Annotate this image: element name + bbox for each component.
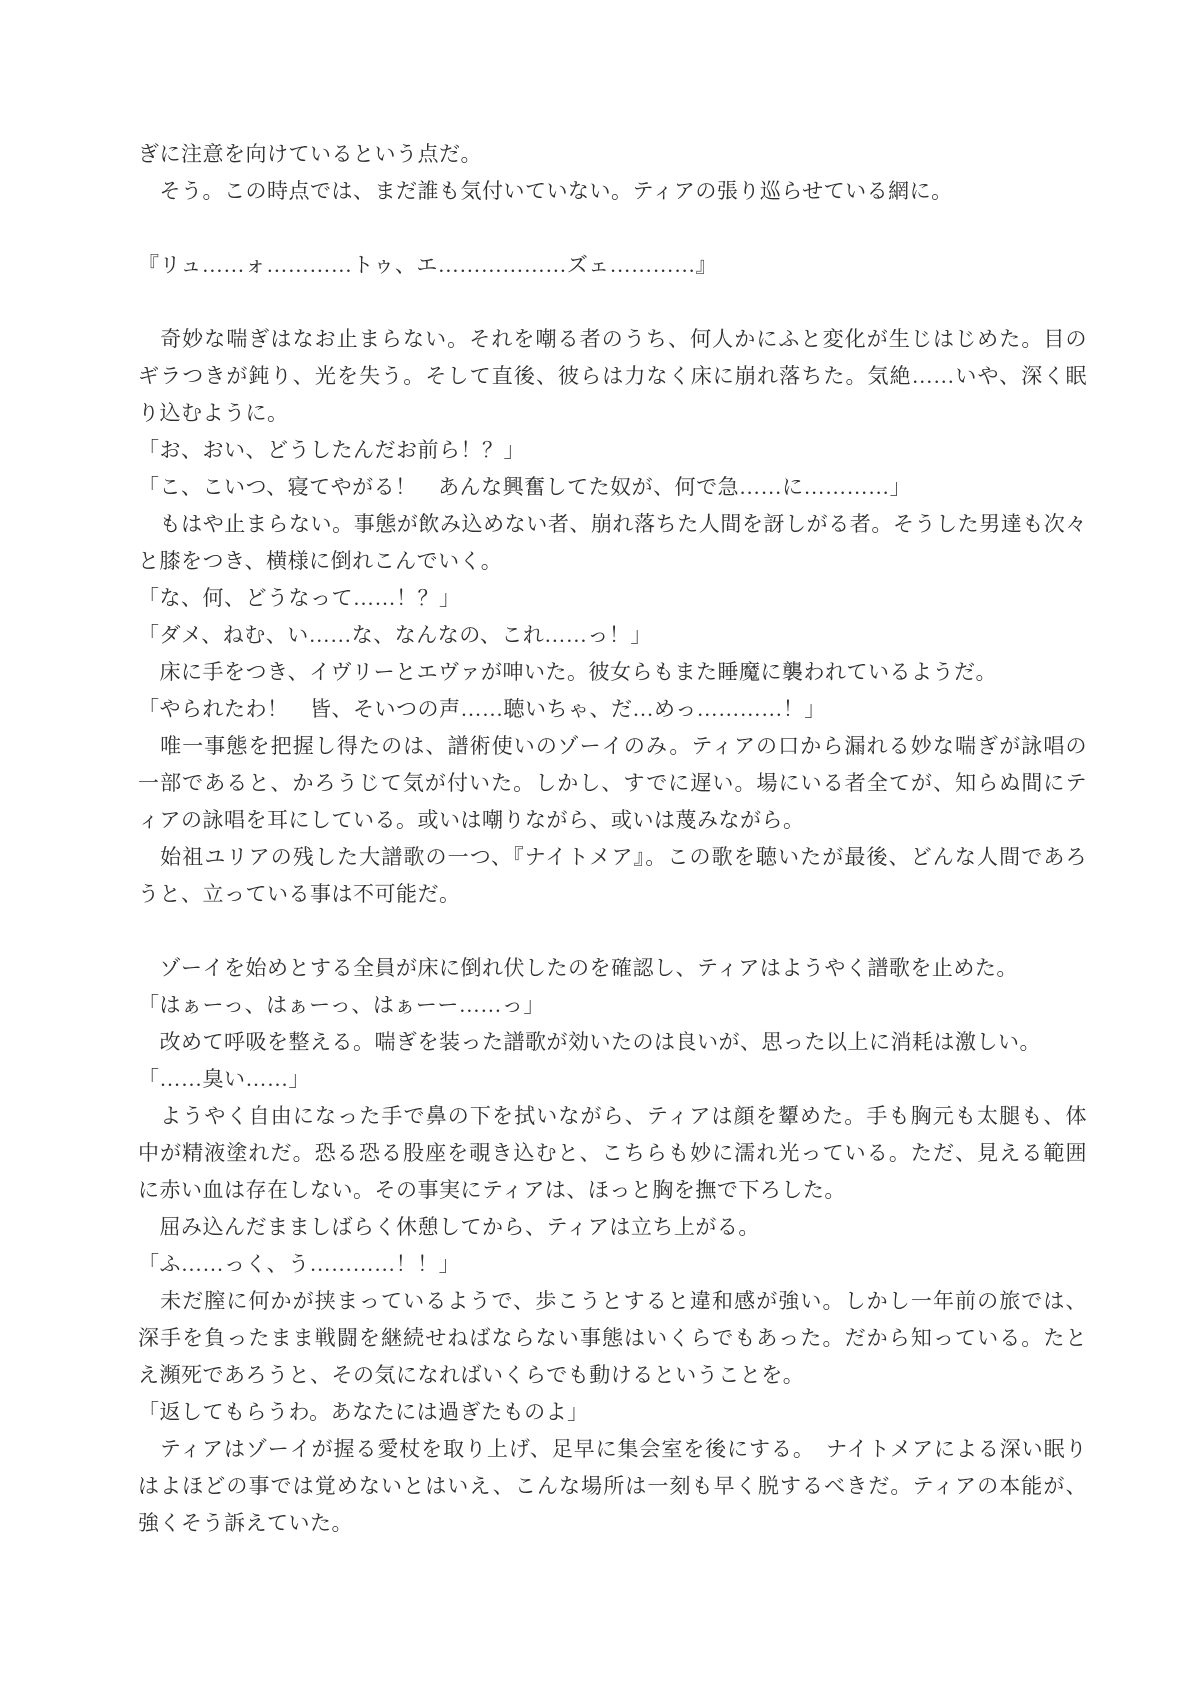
text-line: ぎに注意を向けているという点だ。 [138,142,482,166]
text-line: 一部であると、かろうじて気が付いた。しかし、すでに遅い。場にいる者全てが、知らぬ間にテ [138,771,1087,795]
text-line: 「ダメ、ねむ、い……な、なんなの、これ……っ！」 [138,623,652,647]
text-line: 未だ膣に何かが挟まっているようで、歩こうとすると違和感が強い。しかし一年前の旅では、 [138,1289,1087,1313]
text-line: 始祖ユリアの残した大譜歌の一つ、『ナイトメア』。この歌を聴いたが最後、どんな人間であろ [138,845,1087,869]
text-line: 唯一事態を把握し得たのは、譜術使いのゾーイのみ。ティアの口から漏れる妙な喘ぎが詠唱の [138,734,1087,758]
text-line: と膝をつき、横様に倒れこんでいく。 [138,549,503,573]
text-line: 「こ、こいつ、寝てやがる！ あんな興奮してた奴が、何で急……に…………」 [138,475,912,499]
text-line: 「お、おい、どうしたんだお前ら！？」 [138,438,525,462]
text-line: 「ふ……っく、う…………！！」 [138,1252,461,1276]
text-line: り込むように。 [138,401,289,425]
text-line: ィアの詠唱を耳にしている。或いは嘲りながら、或いは蔑みながら。 [138,808,805,832]
text-line: ティアはゾーイが握る愛杖を取り上げ、足早に集会室を後にする。 ナイトメアによる深い眠り [138,1437,1087,1461]
text-line: 強くそう訴えていた。 [138,1511,353,1535]
text-line: え瀕死であろうと、その気になればいくらでも動けるということを。 [138,1363,805,1387]
text-line: もはや止まらない。事態が飲み込めない者、崩れ落ちた人間を訝しがる者。そうした男達も次々 [138,512,1087,536]
text-line: はよほどの事では覚めないとはいえ、こんな場所は一刻も早く脱するべきだ。ティアの本能が、 [138,1474,1087,1498]
text-line: 「返してもらうわ。あなたには過ぎたものよ」 [138,1400,589,1424]
text-line: そう。この時点では、まだ誰も気付いていない。ティアの張り巡らせている網に。 [138,179,953,203]
blank-line [138,284,1087,321]
text-line: 「な、何、どうなって……！？」 [138,586,461,610]
text-line: 『リュ……ォ…………トゥ、エ………………ズェ…………』 [138,253,718,277]
text-line: 「はぁーっ、はぁーっ、はぁーー……っ」 [138,993,545,1017]
text-line: 改めて呼吸を整える。喘ぎを装った譜歌が効いたのは良いが、思った以上に消耗は激しい。 [138,1030,1041,1054]
text-line: ギラつきが鈍り、光を失う。そして直後、彼らは力なく床に崩れ落ちた。気絶……いや、深く眠 [138,364,1087,388]
text-line: 中が精液塗れだ。恐る恐る股座を覗き込むと、こちらも妙に濡れ光っている。ただ、見える範囲 [138,1141,1087,1165]
text-line: うと、立っている事は不可能だ。 [138,882,461,906]
text-line: 深手を負ったまま戦闘を継続せねばならない事態はいくらでもあった。だから知っている。たと [138,1326,1087,1350]
text-line: 床に手をつき、イヴリーとエヴァが呻いた。彼女らもまた睡魔に襲われているようだ。 [138,660,997,684]
text-line: 屈み込んだまましばらく休憩してから、ティアは立ち上がる。 [138,1215,760,1239]
text-line: 「……臭い……」 [138,1067,310,1091]
text-line: ようやく自由になった手で鼻の下を拭いながら、ティアは顔を顰めた。手も胸元も太腿も、体 [138,1104,1087,1128]
text-line: 「やられたわ！ 皆、そいつの声……聴いちゃ、だ…めっ…………！」 [138,697,826,721]
text-line: ゾーイを始めとする全員が床に倒れ伏したのを確認し、ティアはようやく譜歌を止めた。 [138,956,1018,980]
text-line: 奇妙な喘ぎはなお止まらない。それを嘲る者のうち、何人かにふと変化が生じはじめた。目の [138,327,1087,351]
text-line: に赤い血は存在しない。その事実にティアは、ほっと胸を撫で下ろした。 [138,1178,846,1202]
body-text [138,136,1087,1542]
blank-line [138,210,1087,247]
blank-line [138,913,1087,950]
